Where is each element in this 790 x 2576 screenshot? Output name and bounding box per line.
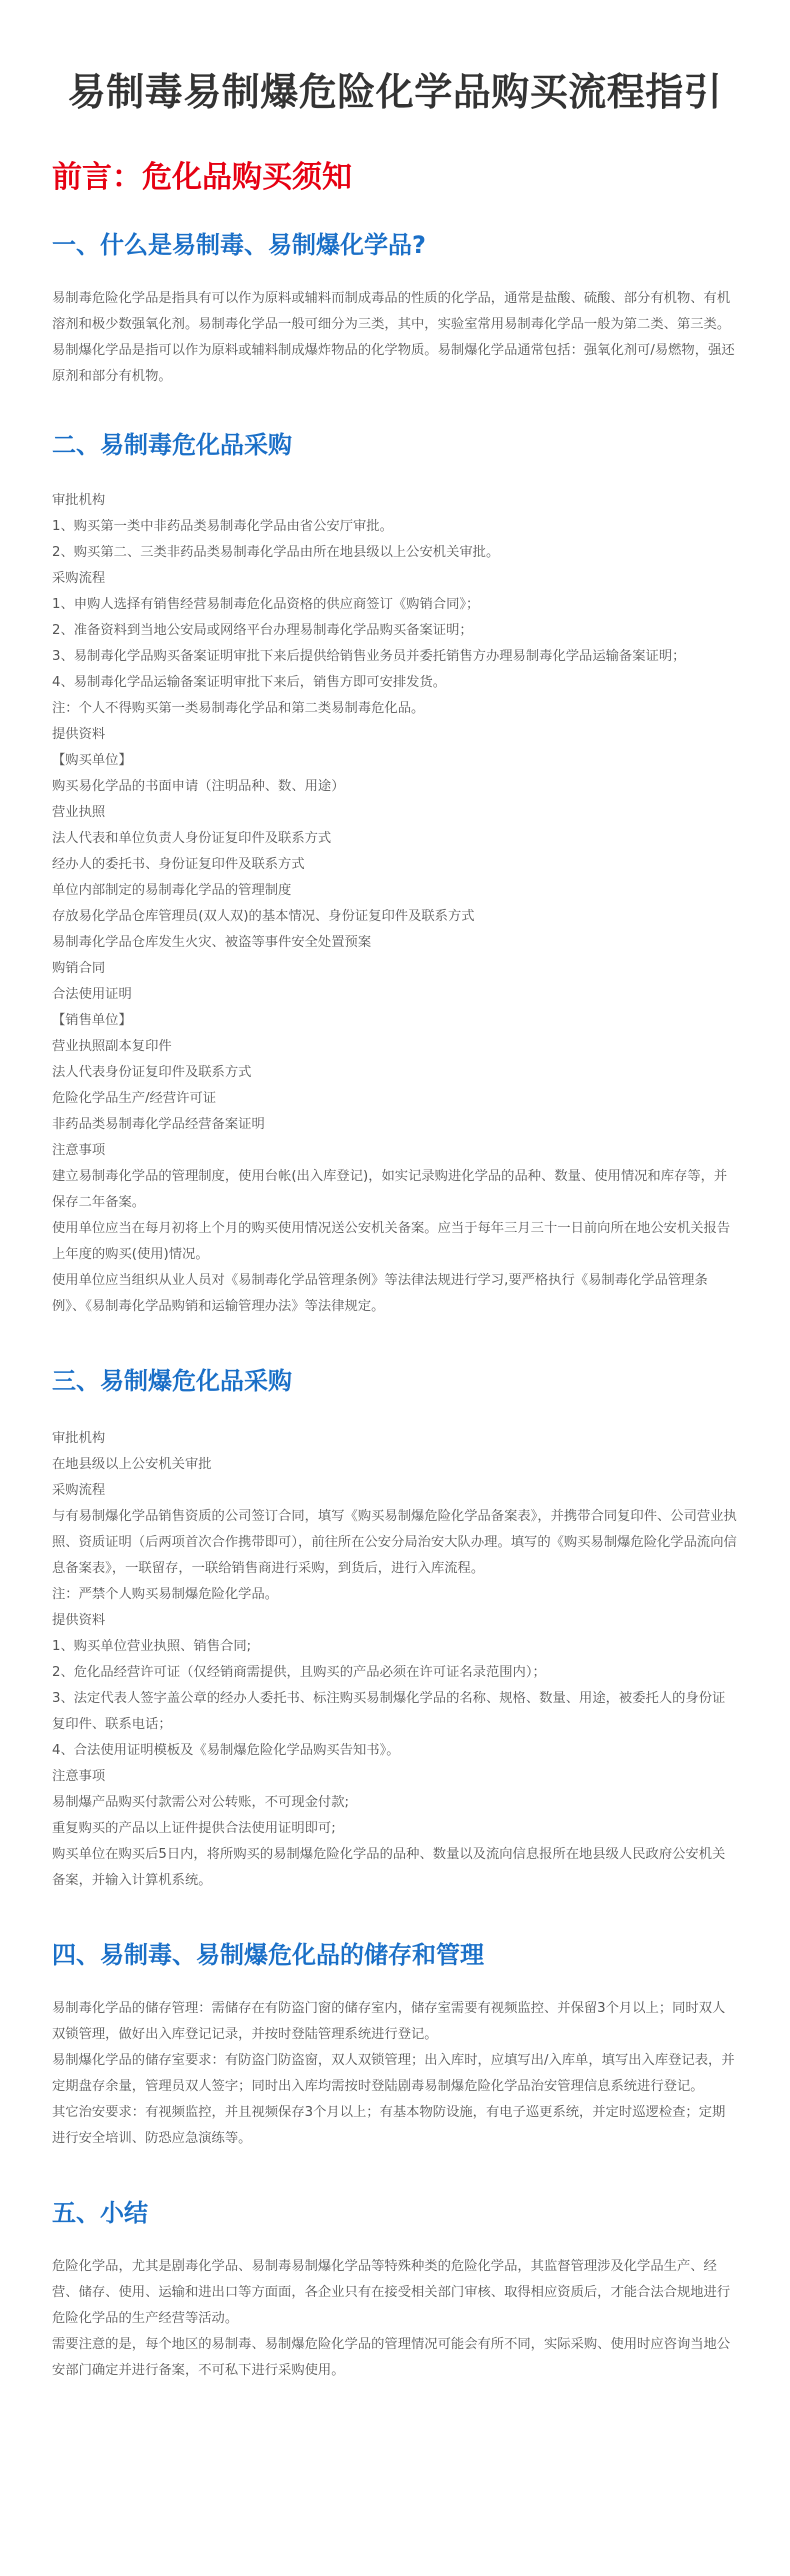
section-4 [52, 1938, 738, 2152]
paragraph-line: 使用单位应当在每月初将上个月的购买使用情况送公安机关备案。应当于每年三月三十一日前向所在地公安机关报告上年度的购买(使用)情况。 [52, 1221, 731, 1262]
paragraph-line: 4、合法使用证明模板及《易制爆危险化学品购买告知书》。 [52, 1743, 400, 1758]
section-heading: 五、小结 [52, 2199, 148, 2227]
paragraph-line: 其它治安要求：有视频监控，并且视频保存3个月以上；有基本物防设施，有电子巡更系统，并定时巡逻检查；定期进行安全培训、防恐应急演练等。 [52, 2105, 726, 2146]
section-5 [52, 2196, 738, 2384]
paragraph-line: 审批机构 [52, 1431, 106, 1446]
paragraph-line: 营业执照 [52, 805, 106, 820]
paragraph-line: 法人代表身份证复印件及联系方式 [52, 1065, 252, 1080]
section-body [52, 1996, 738, 2152]
paragraph-line: 法人代表和单位负责人身份证复印件及联系方式 [52, 831, 332, 846]
paragraph-line: 注意事项 [52, 1143, 106, 1158]
section-body [52, 488, 738, 1320]
paragraph-line: 注：个人不得购买第一类易制毒化学品和第二类易制毒危化品。 [52, 701, 425, 716]
paragraph-line: 1、购买单位营业执照、销售合同; [52, 1639, 252, 1654]
paragraph-line: 易制爆化学品是指可以作为原料或辅料制成爆炸物品的化学物质。易制爆化学品通常包括：强氧化剂可/易燃物，强还原剂和部分有机物。 [52, 343, 735, 384]
section-body [52, 2254, 738, 2384]
paragraph-line: 提供资料 [52, 1613, 106, 1628]
section-body [52, 286, 738, 390]
section-heading: 二、易制毒危化品采购 [52, 431, 292, 459]
paragraph-line: 易制毒化学品的储存管理：需储存在有防盗门窗的储存室内，储存室需要有视频监控、并保留3个月以上；同时双人双锁管理，做好出入库登记记录，并按时登陆管理系统进行登记。 [52, 2001, 726, 2042]
paragraph-line: 采购流程 [52, 571, 106, 586]
paragraph-line: 注意事项 [52, 1769, 106, 1784]
paragraph-line: 合法使用证明 [52, 987, 132, 1002]
paragraph-line: 单位内部制定的易制毒化学品的管理制度 [52, 883, 292, 898]
paragraph-line: 易制爆产品购买付款需公对公转账，不可现金付款; [52, 1795, 350, 1810]
paragraph-line: 2、准备资料到当地公安局或网络平台办理易制毒化学品购买备案证明； [52, 623, 473, 638]
article-sections [52, 228, 738, 2384]
paragraph-line: 重复购买的产品以上证件提供合法使用证明即可; [52, 1821, 336, 1836]
paragraph-line: 购销合同 [52, 961, 106, 976]
paragraph-line: 存放易化学品仓库管理员(双人双)的基本情况、身份证复印件及联系方式 [52, 909, 475, 924]
paragraph-line: 【购买单位】 [52, 753, 132, 768]
paragraph-line: 易制爆化学品的储存室要求：有防盗门防盗窗，双人双锁管理；出入库时，应填写出/入库单，填写出入库登记表，并定期盘存余量，管理员双人签字；同时出入库均需按时登陆剧毒易制爆危险化学品治安管理信息系统进行登记。 [52, 2053, 735, 2094]
preface-heading: 前言：危化品购买须知 [52, 160, 352, 195]
paragraph-line: 营业执照副本复印件 [52, 1039, 172, 1054]
section-2 [52, 428, 738, 1320]
section-1 [52, 228, 738, 390]
paragraph-line: 审批机构 [52, 493, 106, 508]
section-heading: 一、什么是易制毒、易制爆化学品? [52, 231, 426, 259]
paragraph-line: 采购流程 [52, 1483, 106, 1498]
paragraph-line: 3、法定代表人签字盖公章的经办人委托书、标注购买易制爆化学品的名称、规格、数量、用途，被委托人的身份证复印件、联系电话； [52, 1691, 726, 1732]
paragraph-line: 易制毒危险化学品是指具有可以作为原料或辅料而制成毒品的性质的化学品，通常是盐酸、硫酸、部分有机物、有机溶剂和极少数强氧化剂。易制毒化学品一般可细分为三类，其中，实验室常用易制毒化学品一般为第二类、第三类。 [52, 291, 731, 332]
section-heading: 三、易制爆危化品采购 [52, 1367, 292, 1395]
section-body [52, 1426, 738, 1894]
paragraph-line: 购买易化学品的书面申请（注明品种、数、用途） [52, 779, 345, 794]
paragraph-line: 提供资料 [52, 727, 106, 742]
paragraph-line: 购买单位在购买后5日内，将所购买的易制爆危险化学品的品种、数量以及流向信息报所在地县级人民政府公安机关备案，并输入计算机系统。 [52, 1847, 726, 1888]
paragraph-line: 易制毒化学品仓库发生火灾、被盗等事件安全处置预案 [52, 935, 372, 950]
paragraph-line: 【销售单位】 [52, 1013, 132, 1028]
paragraph-line: 3、易制毒化学品购买备案证明审批下来后提供给销售业务员并委托销售方办理易制毒化学品运输备案证明； [52, 649, 686, 664]
paragraph-line: 注：严禁个人购买易制爆危险化学品。 [52, 1587, 279, 1602]
section-3 [52, 1364, 738, 1894]
paragraph-line: 经办人的委托书、身份证复印件及联系方式 [52, 857, 305, 872]
paragraph-line: 建立易制毒化学品的管理制度，使用台帐(出入库登记)，如实记录购进化学品的品种、数量、使用情况和库存等，并保存二年备案。 [52, 1169, 728, 1210]
paragraph-line: 2、购买第二、三类非药品类易制毒化学品由所在地县级以上公安机关审批。 [52, 545, 500, 560]
section-heading: 四、易制毒、易制爆危化品的储存和管理 [52, 1941, 484, 1969]
paragraph-line: 危险化学品，尤其是剧毒化学品、易制毒易制爆化学品等特殊种类的危险化学品，其监督管理涉及化学品生产、经营、储存、使用、运输和进出口等方面面，各企业只有在接受相关部门审核、取得相应资质后，才能合法合规地进行危险化学品的生产经营等活动。 [52, 2259, 731, 2326]
paragraph-line: 2、危化品经营许可证（仅经销商需提供，且购买的产品必须在许可证名录范围内）； [52, 1665, 546, 1680]
paragraph-line: 危险化学品生产/经营许可证 [52, 1091, 217, 1106]
paragraph-line: 使用单位应当组织从业人员对《易制毒化学品管理条例》等法律法规进行学习,要严格执行《易制毒化学品管理条例》、《易制毒化学品购销和运输管理办法》等法律规定。 [52, 1273, 708, 1314]
paragraph-line: 需要注意的是，每个地区的易制毒、易制爆危险化学品的管理情况可能会有所不同，实际采购、使用时应咨询当地公安部门确定并进行备案，不可私下进行采购使用。 [52, 2337, 731, 2378]
paragraph-line: 1、申购人选择有销售经营易制毒危化品资格的供应商签订《购销合同》； [52, 597, 480, 612]
page-title: 易制毒易制爆危险化学品购买流程指引 [67, 70, 723, 114]
paragraph-line: 4、易制毒化学品运输备案证明审批下来后，销售方即可安排发货。 [52, 675, 447, 690]
paragraph-line: 1、购买第一类中非药品类易制毒化学品由省公安厅审批。 [52, 519, 393, 534]
paragraph-line: 在地县级以上公安机关审批 [52, 1457, 212, 1472]
paragraph-line: 非药品类易制毒化学品经营备案证明 [52, 1117, 265, 1132]
paragraph-line: 与有易制爆化学品销售资质的公司签订合同，填写《购买易制爆危险化学品备案表》，并携带合同复印件、公司营业执照、资质证明（后两项首次合作携带即可），前往所在公安分局治安大队办理。填写的《购买易制爆危险化学品流向信息备案表》，一联留存，一联给销售商进行采购，到货后，进行入库流程。 [52, 1509, 737, 1576]
